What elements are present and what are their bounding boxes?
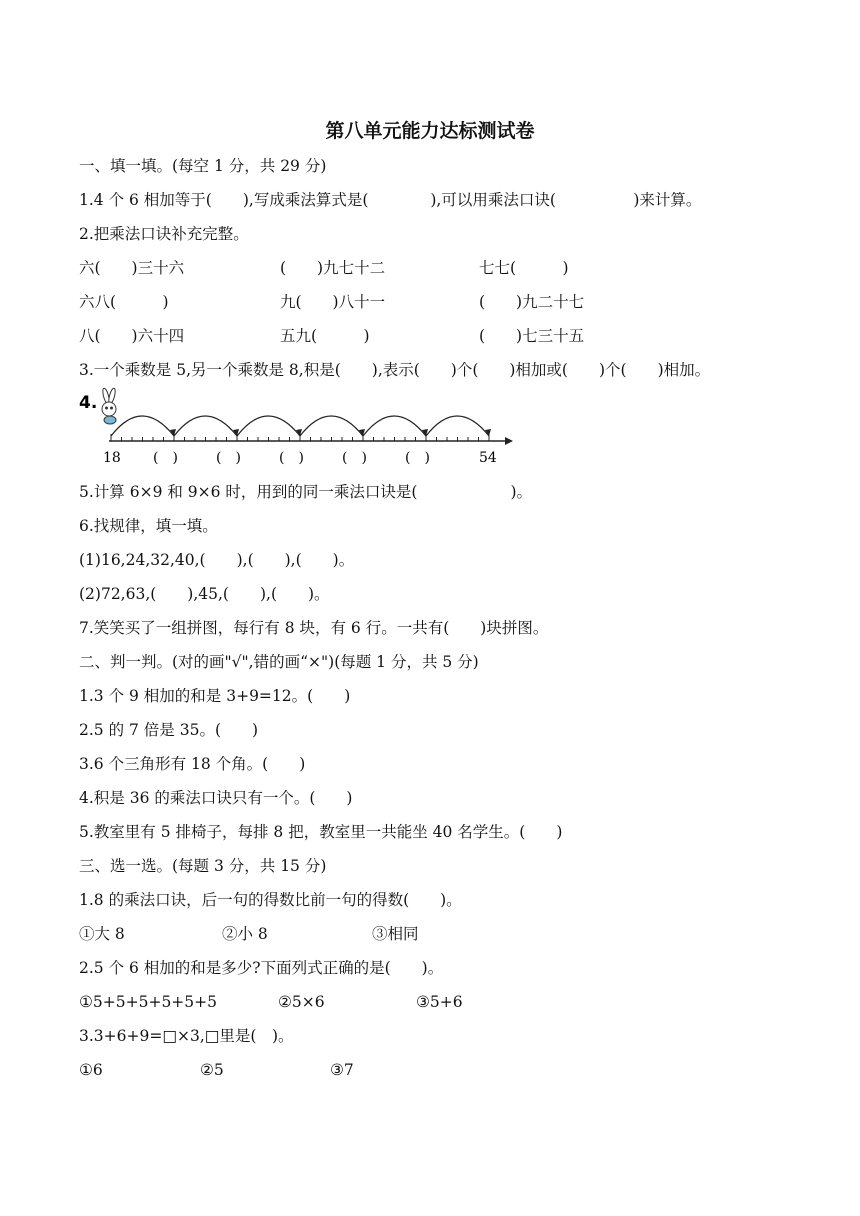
choice-question-2: 2.5 个 6 相加的和是多少?下面列式正确的是( )。 bbox=[79, 959, 444, 977]
rhyme-2-3: ( )九二十七 bbox=[479, 293, 585, 311]
jump-arc-3 bbox=[237, 416, 300, 436]
q4-blank-4: ( ) bbox=[342, 450, 367, 466]
section3-heading: 三、选一选。(每题 3 分，共 15 分) bbox=[79, 857, 327, 875]
question-1-6-2: (2)72,63,( ),45,( ),( )。 bbox=[79, 585, 330, 603]
jump-arc-2 bbox=[174, 416, 237, 436]
rhyme-3-2: 五九( ) bbox=[280, 327, 370, 345]
rhyme-3-1: 八( )六十四 bbox=[79, 327, 185, 345]
choice-2-option-3: ③5+6 bbox=[416, 993, 463, 1011]
choice-question-1: 1.8 的乘法口诀，后一句的得数比前一句的得数( )。 bbox=[79, 891, 462, 909]
jump-arc-4 bbox=[300, 416, 363, 436]
jump-arc-1 bbox=[111, 416, 174, 436]
judge-item-2: 2.5 的 7 倍是 35。( ) bbox=[79, 721, 259, 739]
choice-3-option-2: ②5 bbox=[200, 1061, 224, 1079]
choice-1-option-1: ①大 8 bbox=[79, 925, 125, 943]
question-1-1: 1.4 个 6 相加等于( ),写成乘法算式是( ),可以用乘法口诀( )来计算。 bbox=[79, 191, 702, 209]
q4-blank-3: ( ) bbox=[279, 450, 304, 466]
question-1-2: 2.把乘法口诀补充完整。 bbox=[79, 225, 249, 243]
choice-1-option-2: ②小 8 bbox=[222, 925, 268, 943]
jump-arc-5 bbox=[363, 416, 426, 436]
question-1-6-1: (1)16,24,32,40,( ),( ),( )。 bbox=[79, 551, 355, 569]
question-1-5: 5.计算 6×9 和 9×6 时，用到的同一乘法口诀是( )。 bbox=[79, 483, 533, 501]
q4-number: 4. bbox=[79, 393, 98, 413]
section2-heading: 二、判一判。(对的画"√",错的画“×")(每题 1 分，共 5 分) bbox=[79, 653, 479, 671]
page-title: 第八单元能力达标测试卷 bbox=[325, 120, 535, 142]
rhyme-2-1: 六八( ) bbox=[79, 293, 169, 311]
rhyme-1-2: ( )九七十二 bbox=[280, 259, 386, 277]
q4-end-label: 54 bbox=[479, 450, 497, 466]
question-1-7: 7.笑笑买了一组拼图，每行有 8 块，有 6 行。一共有( )块拼图。 bbox=[79, 619, 549, 637]
choice-2-option-1: ①5+5+5+5+5+5 bbox=[79, 993, 218, 1011]
section1-heading: 一、填一填。(每空 1 分，共 29 分) bbox=[79, 157, 327, 175]
rhyme-2-2: 九( )八十一 bbox=[280, 293, 386, 311]
rhyme-1-3: 七七( ) bbox=[479, 259, 569, 277]
axis-ticks bbox=[111, 434, 489, 441]
choice-question-3: 3.3+6+9=□×3,□里是( )。 bbox=[79, 1027, 294, 1045]
choice-2-option-2: ②5×6 bbox=[278, 993, 325, 1011]
q4-start-label: 18 bbox=[103, 450, 121, 466]
question-1-3: 3.一个乘数是 5,另一个乘数是 8,积是( ),表示( )个( )相加或( )个( )相加。 bbox=[79, 361, 711, 379]
arrow-heads bbox=[170, 429, 491, 436]
judge-item-1: 1.3 个 9 相加的和是 3+9=12。( ) bbox=[79, 687, 351, 705]
choice-3-option-1: ①6 bbox=[79, 1061, 103, 1079]
q4-blank-2: ( ) bbox=[216, 450, 241, 466]
judge-item-4: 4.积是 36 的乘法口诀只有一个。( ) bbox=[79, 789, 353, 807]
rhyme-1-1: 六( )三十六 bbox=[79, 259, 185, 277]
q4-blank-1: ( ) bbox=[153, 450, 178, 466]
choice-3-option-3: ③7 bbox=[330, 1061, 354, 1079]
number-line-figure bbox=[79, 386, 519, 466]
question-1-6: 6.找规律，填一填。 bbox=[79, 517, 218, 535]
axis-arrow bbox=[505, 437, 513, 445]
jump-arc-6 bbox=[426, 416, 489, 436]
judge-item-5: 5.教室里有 5 排椅子，每排 8 把，教室里一共能坐 40 名学生。( ) bbox=[79, 823, 563, 841]
judge-item-3: 3.6 个三角形有 18 个角。( ) bbox=[79, 755, 306, 773]
choice-1-option-3: ③相同 bbox=[372, 925, 419, 943]
rabbit-icon bbox=[102, 388, 117, 424]
rhyme-3-3: ( )七三十五 bbox=[479, 327, 585, 345]
q4-blank-5: ( ) bbox=[405, 450, 430, 466]
